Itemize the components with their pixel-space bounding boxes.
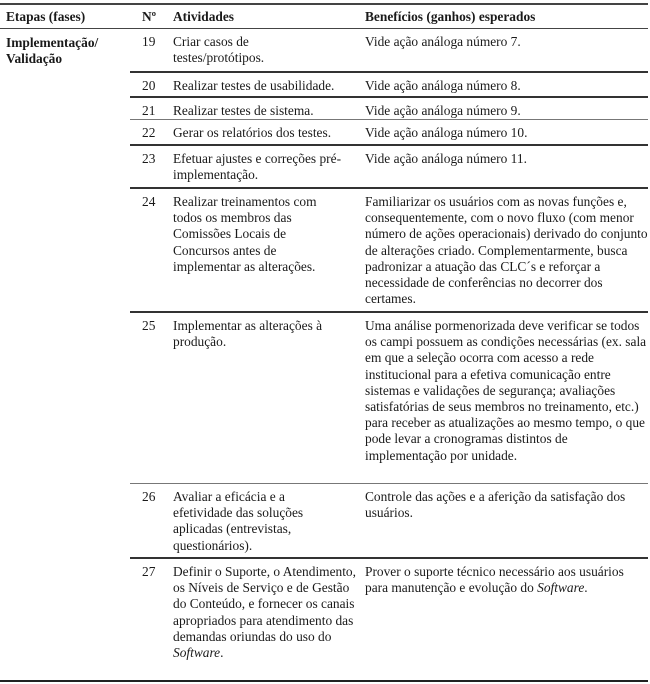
row-number: 22 bbox=[142, 125, 156, 140]
table-row bbox=[130, 146, 648, 189]
table-row bbox=[130, 98, 648, 120]
table-row bbox=[130, 120, 648, 146]
row-activity: Realizar testes de sistema. bbox=[173, 103, 314, 118]
row-activity: Implementar as alterações à produção. bbox=[173, 318, 323, 350]
row-number: 19 bbox=[142, 34, 156, 49]
row-activity: Avaliar a eficácia e a efetividade das soluções aplicadas (entrevistas, questionários). bbox=[173, 489, 304, 553]
row-benefit: Vide ação análoga número 7. bbox=[365, 34, 521, 49]
row-activity: Efetuar ajustes e correções pré-implementação. bbox=[173, 151, 342, 183]
table-row bbox=[130, 29, 648, 73]
row-number: 23 bbox=[142, 151, 156, 166]
table-row bbox=[130, 313, 648, 484]
table-row bbox=[130, 559, 648, 680]
row-activity: Criar casos de testes/protótipos. bbox=[173, 34, 265, 66]
activity-italic: Software bbox=[173, 645, 221, 661]
header-phase: Etapas (fases) bbox=[6, 9, 86, 24]
row-activity: Gerar os relatórios dos testes. bbox=[173, 125, 332, 140]
table-row bbox=[130, 484, 648, 559]
row-number: 25 bbox=[142, 318, 156, 333]
row-number: 27 bbox=[142, 564, 156, 579]
row-benefit bbox=[365, 564, 648, 596]
row-benefit: Controle das ações e a aferição da satisfação dos usuários. bbox=[365, 489, 626, 521]
row-activity: Realizar treinamentos com todos os membros das Comissões Locais de Concursos antes de implementar as alterações. bbox=[173, 194, 317, 274]
row-benefit: Vide ação análoga número 9. bbox=[365, 103, 521, 118]
row-number: 20 bbox=[142, 78, 156, 93]
table-row bbox=[130, 73, 648, 98]
row-activity bbox=[173, 564, 358, 661]
benefit-suffix: . bbox=[584, 580, 588, 596]
benefit-text: Prover o suporte técnico necessário aos usuários para manutenção e evolução do bbox=[365, 564, 624, 596]
table-row bbox=[130, 189, 648, 313]
activity-text: Definir o Suporte, o Atendimento, os Níveis de Serviço e de Gestão do Conteúdo, e fornecer os canais apropriados para atendimento das demandas oriundas do uso do bbox=[173, 564, 356, 644]
row-number: 21 bbox=[142, 103, 156, 118]
phase-label: Implementação/ Validação bbox=[6, 35, 99, 67]
row-number: 26 bbox=[142, 489, 156, 504]
header-benefits: Benefícios (ganhos) esperados bbox=[365, 9, 536, 24]
row-benefit: Familiarizar os usuários com as novas funções e, consequentemente, com o novo fluxo (com menor número de ações operacionais) derivado do conjunto de alterações criado. Complementarmente, busca padronizar a atuação das CLC´s e reforçar a necessidade de conferências no decorrer dos certames. bbox=[365, 194, 648, 307]
row-number: 24 bbox=[142, 194, 156, 209]
row-activity: Realizar testes de usabilidade. bbox=[173, 78, 335, 93]
row-benefit: Vide ação análoga número 10. bbox=[365, 125, 528, 140]
activity-suffix: . bbox=[220, 645, 224, 661]
row-benefit: Vide ação análoga número 11. bbox=[365, 151, 527, 166]
header-activities: Atividades bbox=[173, 9, 235, 24]
row-benefit: Vide ação análoga número 8. bbox=[365, 78, 521, 93]
table-top-rule bbox=[0, 3, 648, 5]
header-number: Nº bbox=[142, 9, 157, 24]
benefit-italic: Software bbox=[537, 580, 585, 596]
row-benefit: Uma análise pormenorizada deve verificar se todos os campi possuem as condições necessárias (ex. sala em que a seleção ocorra com acesso a rede institucional para a efetiva comunicação entre sistemas e validações de segurança; avaliações satisfatórias de seus membros no treinamento, etc.) para receber as atualizações ao mesmo tempo, o que pode levar a cronogramas distintos de implementação por unidade. bbox=[365, 318, 647, 463]
table-bottom-rule bbox=[0, 680, 648, 682]
